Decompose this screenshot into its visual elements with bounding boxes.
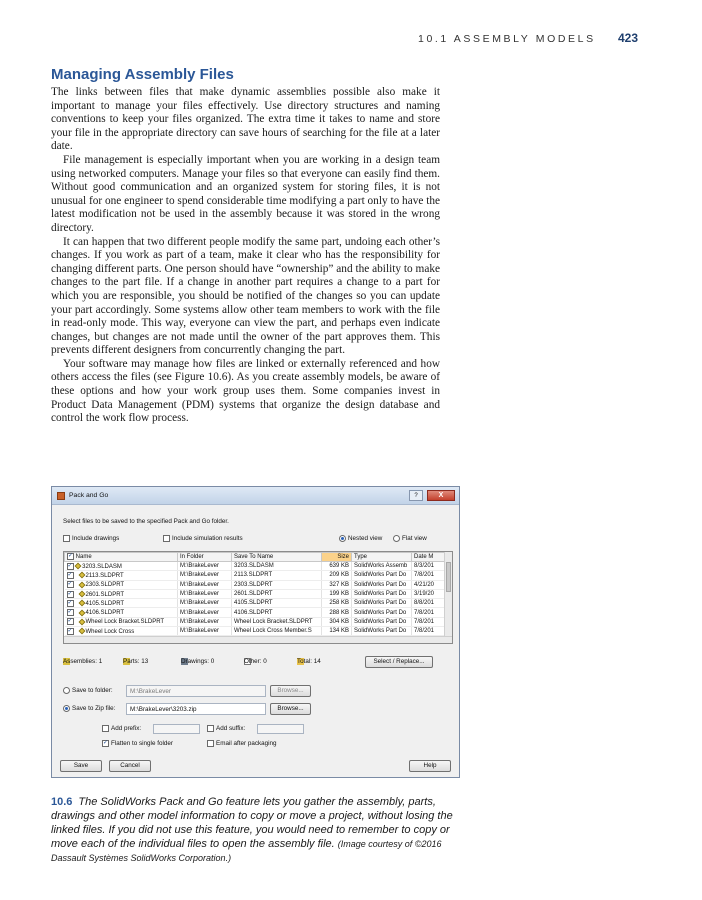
browse-folder-button[interactable]: Browse... xyxy=(270,685,311,697)
checkbox-checked-icon[interactable]: ✓ xyxy=(103,740,109,746)
part-icon xyxy=(78,581,85,588)
column-header-date-modified[interactable]: Date M xyxy=(412,553,446,562)
paragraph: The links between files that make dynamic assemblies possible also make it important to manage your files effectively. Use directory structures and naming conventions to keep your files organized. The extra time it takes to name and store your file in the appropriate directory can save hours of searching for the file at a later date. xyxy=(51,86,440,153)
checkbox-icon[interactable] xyxy=(207,740,214,747)
running-head-title: 10.1 ASSEMBLY MODELS xyxy=(418,33,596,45)
cancel-button[interactable]: Cancel xyxy=(109,760,151,772)
figure-number: 10.6 xyxy=(51,796,73,808)
part-icon xyxy=(78,618,85,625)
flatten-checkbox[interactable]: ✓ Flatten to single folder xyxy=(103,740,173,747)
figure-caption xyxy=(51,795,461,865)
checkbox-icon[interactable] xyxy=(163,535,170,542)
row-checkbox[interactable]: ✓ xyxy=(67,627,73,634)
include-simulation-checkbox[interactable]: Include simulation results xyxy=(163,535,243,542)
row-checkbox[interactable]: ✓ xyxy=(67,571,73,578)
part-icon xyxy=(78,628,85,635)
vertical-scrollbar[interactable] xyxy=(444,552,452,643)
radio-selected-icon[interactable] xyxy=(63,705,70,712)
row-checkbox[interactable]: ✓ xyxy=(67,618,73,625)
include-drawings-checkbox[interactable]: Include drawings xyxy=(63,535,119,542)
body-text xyxy=(51,86,440,426)
table-row[interactable]: ✓ 2303.SLDPRT M:\BrakeLever 2303.SLDPRT 327 KB SolidWorks Part Do 4/21/20 xyxy=(65,580,446,589)
checkbox-icon[interactable] xyxy=(207,725,214,732)
column-header-type[interactable]: Type xyxy=(352,553,412,562)
table-row[interactable]: ✓ 3203.SLDASM M:\BrakeLever 3203.SLDASM 639 KB SolidWorks Assemb 8/3/201 xyxy=(65,562,446,571)
select-replace-button[interactable]: Select / Replace... xyxy=(365,656,433,668)
browse-zip-button[interactable]: Browse... xyxy=(270,703,311,715)
add-prefix-checkbox[interactable]: Add prefix: xyxy=(102,725,141,732)
save-to-zip-input[interactable]: M:\BrakeLever\3203.zip xyxy=(126,703,266,715)
save-to-folder-radio[interactable]: Save to folder: xyxy=(63,687,113,694)
page-number: 423 xyxy=(617,31,638,45)
flat-view-radio[interactable]: Flat view xyxy=(393,535,427,542)
part-icon xyxy=(78,609,85,616)
nested-view-radio[interactable]: Nested view xyxy=(339,535,382,542)
paragraph: File management is especially important when you are working in a design team using networked computers. Manage your files so that everyone can easily find them. Without good communication and an organized system for storing files, it is not unusual for one engineer to spend considerable time modifying a part only to have the latest modification not be used in the assembly because it was stored in the wrong directory. xyxy=(51,153,441,234)
row-checkbox[interactable]: ✓ xyxy=(67,609,73,616)
table-header-row xyxy=(65,553,446,562)
save-to-zip-radio[interactable]: Save to Zip file: xyxy=(63,705,115,712)
table-row[interactable]: ✓ 2113.SLDPRT M:\BrakeLever 2113.SLDPRT 209 KB SolidWorks Part Do 7/8/201 xyxy=(65,571,446,580)
dialog-title: Pack and Go xyxy=(69,492,109,499)
column-header-name[interactable]: ✓ Name xyxy=(65,553,178,562)
table-row[interactable]: ✓ 2601.SLDPRT M:\BrakeLever 2601.SLDPRT 199 KB SolidWorks Part Do 3/19/20 xyxy=(65,589,446,598)
image-credit: (Image courtesy of ©2016 Dassault Systèmes SolidWorks Corporation.) xyxy=(51,839,442,863)
table-row[interactable]: ✓ Wheel Lock Bracket.SLDPRT M:\BrakeLever Wheel Lock Bracket.SLDPRT 304 KB SolidWorks Part Do 7/8/201 xyxy=(65,617,446,626)
assembly-icon xyxy=(75,563,82,570)
files-table[interactable] xyxy=(63,551,453,644)
row-checkbox[interactable]: ✓ xyxy=(67,599,73,606)
running-head xyxy=(380,31,638,47)
checkbox-icon[interactable] xyxy=(102,725,109,732)
column-header-save-to-name[interactable]: Save To Name xyxy=(232,553,322,562)
close-button[interactable]: X xyxy=(427,490,455,501)
paragraph: Your software may manage how files are linked or externally referenced and how others access the files (see Figure 10.6). As you create assembly models, be aware of these options and how your work group uses them. Some companies invest in Product Data Management (PDM) systems that organize the design database and control the work flow process. xyxy=(51,357,440,425)
radio-icon[interactable] xyxy=(393,535,400,542)
paragraph: It can happen that two different people modify the same part, undoing each other’s changes. If you work as part of a team, make it clear who has the responsibility for changing different parts. One person should have “ownership” and the ability to make changes to the part file. If a change in another part requires a change to a part for which you are responsible, you should be notified of the changes so you can update your part accordingly. Some systems allow other team members to work with the file in read-only mode. This way, everyone can view the part, and perhaps even indicate changes, but changes are not made until the owner of the part approves them. This prevents different designers from concurrently changing the part. xyxy=(51,235,440,357)
pack-and-go-dialog: Pack and Go ? X Select files to be saved to the specified Pack and Go folder. Include drawings Include simulation results Nested view Flat view ✓ Name In Folder Save To Name Size Type Date M ✓ 3203.SLDASM M:\BrakeLever 3203.SLDASM 639 KB SolidWorks Assemb 8/3/201 ✓ 2113.SLDPRT M:\BrakeLever 2113.SLDPRT 209 KB SolidWorks Part Do 7/8/201 ✓ 2303.SLDPRT M:\BrakeLever 2303.SLDPRT 327 KB SolidWorks Part Do 4/21/20 ✓ 2601.SLDPRT M:\BrakeLever 2601.SLDPRT 199 KB SolidWorks Part Do 3/19/20 ✓ 4105.SLDPRT M:\BrakeLever 4105.SLDPRT 258 KB SolidWorks Part Do 8/8/201 ✓ 4106.SLDPRT M:\BrakeLever 4106.SLDPRT 288 KB SolidWorks Part Do 7/8/201 ✓ Wheel Lock Bracket.SLDPRT M:\BrakeLever Wheel Lock Bracket.SLDPRT 304 KB SolidWorks Part Do 7/8/201 ✓ Wheel Lock Cross M:\BrakeLever Wheel Lock Cross Member.S 134 KB SolidWorks Part Do 7/8/201 Assemblies: 1 Parts: 13 Drawings: 0 Other: 0 Total: 14 Select / Replace... Save to folder: M:\BrakeLever Browse... Save to Zip file: M:\BrakeLever\3203.zip Browse... Add prefix: Add suffix: ✓ Flatten to single folder Email after packaging Save Cancel Help xyxy=(51,486,460,778)
help-footer-button[interactable]: Help xyxy=(409,760,451,772)
suffix-input[interactable] xyxy=(257,724,304,734)
section-title: Managing Assembly Files xyxy=(51,66,234,83)
caption-text: The SolidWorks Pack and Go feature lets you gather the assembly, parts, drawings and other model information to copy or move a project, without losing the linked files. If you did not use this feature, you would need to remember to copy or move each of the individual files to open the assembly file. xyxy=(51,796,453,850)
checkbox-icon[interactable] xyxy=(63,535,70,542)
radio-selected-icon[interactable] xyxy=(339,535,346,542)
save-button[interactable]: Save xyxy=(60,760,102,772)
column-header-in-folder[interactable]: In Folder xyxy=(178,553,232,562)
table-row[interactable]: ✓ 4105.SLDPRT M:\BrakeLever 4105.SLDPRT 258 KB SolidWorks Part Do 8/8/201 xyxy=(65,599,446,608)
table-row[interactable]: ✓ 4106.SLDPRT M:\BrakeLever 4106.SLDPRT 288 KB SolidWorks Part Do 7/8/201 xyxy=(65,608,446,617)
prefix-input[interactable] xyxy=(153,724,200,734)
part-icon xyxy=(78,572,85,579)
scrollbar-thumb[interactable] xyxy=(446,562,451,592)
column-header-size[interactable]: Size xyxy=(322,553,352,562)
horizontal-scrollbar[interactable] xyxy=(64,636,452,643)
email-checkbox[interactable]: Email after packaging xyxy=(207,740,277,747)
help-button[interactable]: ? xyxy=(409,490,423,501)
dialog-titlebar[interactable] xyxy=(52,487,459,505)
row-checkbox[interactable]: ✓ xyxy=(67,581,73,588)
select-all-checkbox[interactable]: ✓ xyxy=(68,553,74,560)
add-suffix-checkbox[interactable]: Add suffix: xyxy=(207,725,245,732)
part-icon xyxy=(78,591,85,598)
pack-and-go-icon xyxy=(57,492,65,500)
row-checkbox[interactable]: ✓ xyxy=(67,562,73,569)
table-row[interactable]: ✓ Wheel Lock Cross M:\BrakeLever Wheel Lock Cross Member.S 134 KB SolidWorks Part Do 7/8/201 xyxy=(65,627,446,636)
select-files-label: Select files to be saved to the specified Pack and Go folder. xyxy=(63,518,229,525)
part-icon xyxy=(78,600,85,607)
radio-icon[interactable] xyxy=(63,687,70,694)
row-checkbox[interactable]: ✓ xyxy=(67,590,73,597)
save-to-folder-input[interactable]: M:\BrakeLever xyxy=(126,685,266,697)
